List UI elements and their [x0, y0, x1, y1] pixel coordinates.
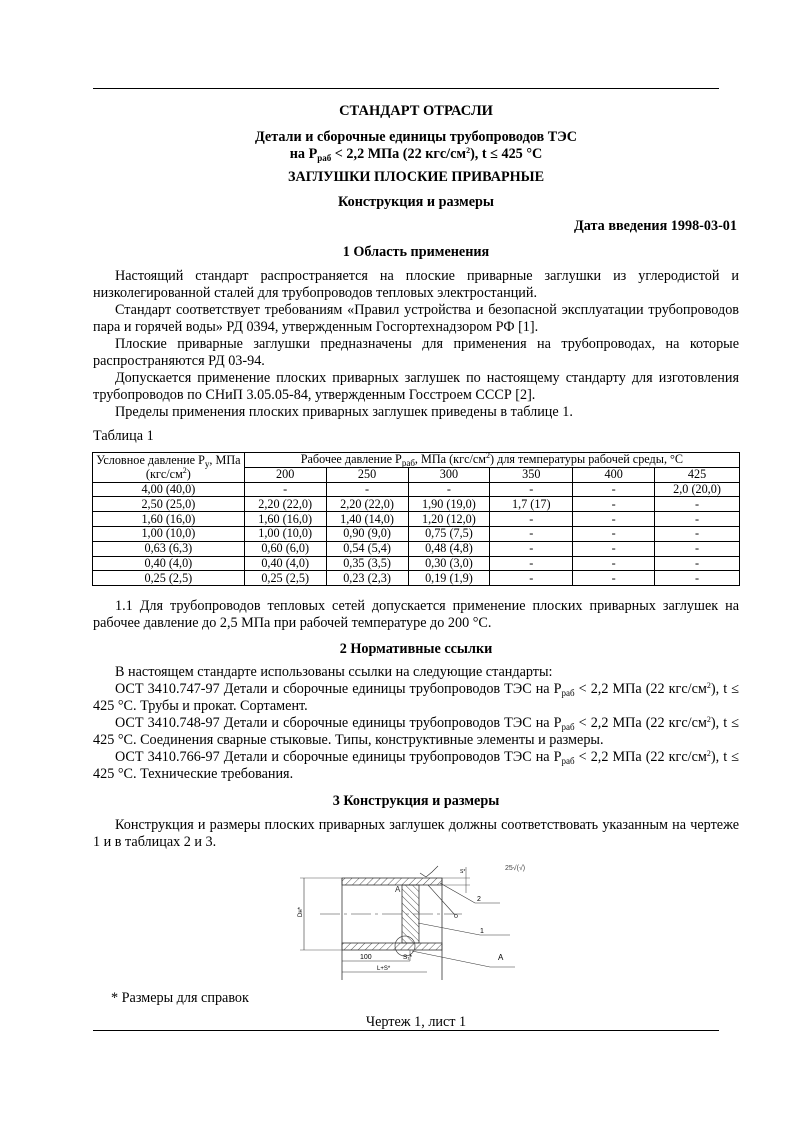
cell-working-pressure: -: [490, 512, 573, 527]
section-1-p5: Пределы применения плоских приварных заглушек приведены в таблице 1.: [115, 404, 573, 420]
cell-working-pressure: -: [408, 482, 490, 497]
section-2-intro: В настоящем стандарте использованы ссылки на следующие стандарты:: [115, 664, 553, 680]
table-row: [93, 512, 740, 527]
table-row: [93, 571, 740, 586]
cell-nominal-pressure: 4,00 (40,0): [93, 482, 245, 497]
svg-text:A: A: [395, 885, 401, 894]
section-2-heading: 2 Нормативные ссылки: [339, 641, 493, 657]
cell-working-pressure: 0,54 (5,4): [326, 541, 408, 556]
cell-working-pressure: -: [490, 526, 573, 541]
cell-working-pressure: 1,60 (16,0): [244, 512, 326, 527]
section-3-heading: 3 Конструкция и размеры: [332, 793, 500, 809]
table-row: [93, 482, 740, 497]
header-temp: 400: [573, 467, 655, 482]
doc-subtitle: [93, 129, 739, 163]
effective-date: Дата введения 1998-03-01: [574, 218, 737, 234]
section-3-p1: Конструкция и размеры плоских приварных заглушек должны соответствовать указанным на чертеже 1 и в таблицах 2 и 3.: [93, 817, 739, 850]
cell-nominal-pressure: 0,25 (2,5): [93, 571, 245, 586]
reference-item: ОСТ 3410.766-97 Детали и сборочные единицы трубопроводов ТЭС на $P_{раб} < 2,2$ МПа (22 кгс/$см^2$), t ≤ 425 °С. Технические требования.: [93, 749, 739, 782]
header-temp: 425: [655, 467, 740, 482]
cell-working-pressure: -: [573, 556, 655, 571]
svg-text:S*: S*: [460, 869, 466, 875]
cell-working-pressure: -: [573, 512, 655, 527]
header-temp: 300: [408, 467, 490, 482]
cell-working-pressure: 2,20 (22,0): [326, 497, 408, 512]
table-row: [93, 541, 740, 556]
cell-nominal-pressure: 1,00 (10,0): [93, 526, 245, 541]
org-title: СТАНДАРТ ОТРАСЛИ: [339, 103, 493, 119]
cell-nominal-pressure: 0,40 (4,0): [93, 556, 245, 571]
cell-working-pressure: -: [490, 556, 573, 571]
table-row: [93, 497, 740, 512]
header-nominal-pressure: Условное давление $P_у$, МПа $(кгс/см^2)$: [93, 453, 245, 483]
cell-working-pressure: 1,90 (19,0): [408, 497, 490, 512]
cell-working-pressure: -: [326, 482, 408, 497]
cell-working-pressure: 0,25 (2,5): [244, 571, 326, 586]
header-temp: 200: [244, 467, 326, 482]
cell-working-pressure: -: [655, 571, 740, 586]
cell-working-pressure: -: [573, 571, 655, 586]
cell-working-pressure: 2,20 (22,0): [244, 497, 326, 512]
cell-working-pressure: 2,0 (20,0): [655, 482, 740, 497]
table-row: [93, 526, 740, 541]
svg-text:1: 1: [480, 928, 484, 935]
subtitle-line-1: Детали и сборочные единицы трубопроводов ТЭС: [254, 129, 578, 145]
cell-working-pressure: 1,40 (14,0): [326, 512, 408, 527]
cell-working-pressure: -: [490, 571, 573, 586]
cell-working-pressure: 1,00 (10,0): [244, 526, 326, 541]
svg-text:L+S*: L+S*: [377, 966, 391, 972]
cell-working-pressure: -: [655, 556, 740, 571]
footnote: * Размеры для справок: [111, 990, 249, 1006]
header-temp: 250: [326, 467, 408, 482]
table-1-body: [93, 482, 740, 586]
cell-working-pressure: -: [573, 497, 655, 512]
svg-text:25√(√): 25√(√): [505, 865, 526, 872]
section-1-heading: 1 Область применения: [342, 244, 490, 260]
section-1-p4: Допускается применение плоских приварных заглушек по настоящему стандарту для изготовления трубопроводов по СНиП 3.05.05-84, утвержденным Госстроем СССР [2].: [93, 370, 739, 403]
cell-working-pressure: -: [490, 482, 573, 497]
cell-working-pressure: 0,19 (1,9): [408, 571, 490, 586]
cell-working-pressure: 0,48 (4,8): [408, 541, 490, 556]
svg-text:S₁*: S₁*: [403, 954, 413, 961]
note-1-1: 1.1 Для трубопроводов тепловых сетей допускается применение плоских приварных заглушек на рабочее давление до 2,5 МПа при рабочей температуре до 200 °С.: [93, 598, 739, 631]
cell-working-pressure: -: [655, 526, 740, 541]
section-1-p2: Стандарт соответствует требованиям «Правил устройства и безопасной эксплуатации трубопроводов пара и горячей воды» РД 0394, утвержденным Госгортехнадзором РФ [1].: [93, 302, 739, 335]
drawing-caption: Чертеж 1, лист 1: [365, 1014, 467, 1030]
cell-working-pressure: -: [244, 482, 326, 497]
cell-working-pressure: -: [573, 482, 655, 497]
header-working-pressure: Рабочее давление $P_{раб}$, МПа $(кгс/см^2)$ для температуры рабочей среды, °С: [244, 453, 739, 468]
reference-item: ОСТ 3410.748-97 Детали и сборочные единицы трубопроводов ТЭС на $P_{раб} < 2,2$ МПа (22 кгс/$см^2$), t ≤ 425 °С. Соединения сварные стыковые. Типы, конструктивные элементы и размеры.: [93, 715, 739, 748]
cell-working-pressure: 0,75 (7,5): [408, 526, 490, 541]
product-title: ЗАГЛУШКИ ПЛОСКИЕ ПРИВАРНЫЕ: [287, 169, 545, 185]
plug-drawing: [290, 855, 560, 980]
cell-working-pressure: 0,90 (9,0): [326, 526, 408, 541]
cell-working-pressure: 1,7 (17): [490, 497, 573, 512]
cell-nominal-pressure: 0,63 (6,3): [93, 541, 245, 556]
svg-text:A: A: [498, 953, 504, 962]
table-row: [93, 556, 740, 571]
dim-dn-label: Dн*: [298, 907, 304, 917]
cell-working-pressure: -: [573, 526, 655, 541]
table-header-row-1: [93, 453, 740, 468]
svg-text:100: 100: [360, 954, 372, 961]
cell-working-pressure: -: [490, 541, 573, 556]
section-1-p1: Настоящий стандарт распространяется на плоские приварные заглушки из углеродистой и низколегированной сталей для трубопроводов тепловых электростанций.: [93, 268, 739, 301]
header-temp: 350: [490, 467, 573, 482]
cell-working-pressure: 0,23 (2,3): [326, 571, 408, 586]
cell-working-pressure: -: [655, 541, 740, 556]
cell-working-pressure: 0,40 (4,0): [244, 556, 326, 571]
cell-working-pressure: -: [655, 512, 740, 527]
cell-working-pressure: -: [655, 497, 740, 512]
cell-nominal-pressure: 1,60 (16,0): [93, 512, 245, 527]
cell-working-pressure: 1,20 (12,0): [408, 512, 490, 527]
cell-working-pressure: 0,35 (3,5): [326, 556, 408, 571]
cell-working-pressure: 0,30 (3,0): [408, 556, 490, 571]
drawing-1: [290, 855, 560, 985]
svg-text:2: 2: [477, 896, 481, 903]
bottom-rule: [93, 1030, 719, 1031]
table-1: [92, 452, 740, 586]
subtitle-line-2: на $P_{раб} < 2,2$ МПа (22 кгс/$см^2$), t ≤ 425 °С: [289, 146, 543, 163]
top-rule: [93, 88, 719, 89]
cell-working-pressure: 0,60 (6,0): [244, 541, 326, 556]
reference-item: ОСТ 3410.747-97 Детали и сборочные единицы трубопроводов ТЭС на $P_{раб} < 2,2$ МПа (22 кгс/$см^2$), t ≤ 425 °С. Трубы и прокат. Сортамент.: [93, 681, 739, 714]
cell-working-pressure: -: [573, 541, 655, 556]
doc-subject: Конструкция и размеры: [338, 194, 494, 210]
cell-nominal-pressure: 2,50 (25,0): [93, 497, 245, 512]
table-1-caption: Таблица 1: [93, 428, 154, 444]
section-1-p3: Плоские приварные заглушки предназначены для применения на трубопроводах, на которые распространяются РД 03-94.: [93, 336, 739, 369]
